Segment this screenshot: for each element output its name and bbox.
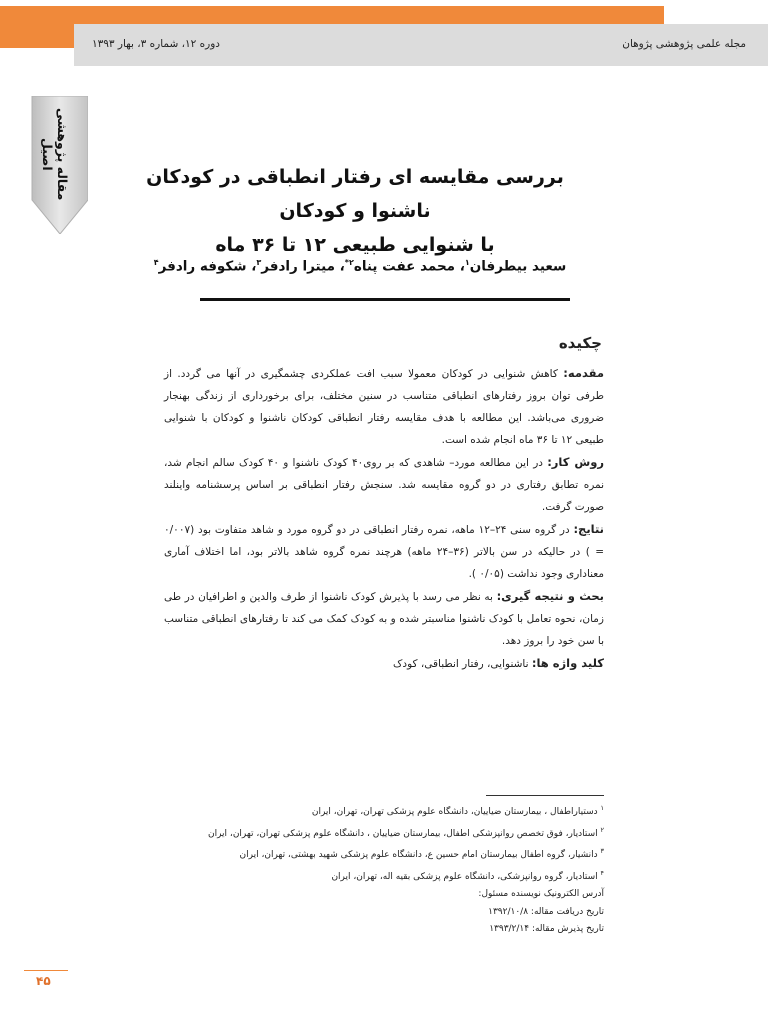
results-label: نتایج: — [573, 522, 604, 536]
article-type-tab — [30, 96, 88, 234]
title-line-1: بررسی مقایسه ای رفتار انطباقی در کودکان ناشنوا و کودکان — [146, 166, 564, 222]
author-separator: ، — [334, 258, 345, 275]
footnote-item — [180, 822, 604, 844]
abstract-body — [164, 362, 604, 652]
author-name: سعید بیطرفان — [469, 258, 567, 275]
abstract-method — [164, 451, 604, 518]
conclusion-text: به نظر می رسد با پذیرش کودک ناشنوا از طرف والدین و اطرافیان در طی زمان، نحوه تعامل با کودک ناشنوا مناسبتر شده و به کودک کمک می کند تا رفتارهای انطباقی متناسب با سن خود را بروز دهد. — [164, 591, 604, 647]
journal-name: مجله علمی پژوهشی پژوهان — [622, 38, 746, 50]
keywords-label: کلید واژه ها: — [531, 656, 604, 670]
keywords-text: ناشنوایی، رفتار انطباقی، کودک — [393, 658, 532, 670]
intro-text: کاهش شنوایی در کودکان معمولا سبب افت عملکردی چشمگیری در آنها می گردد. از طرفی توان بروز رفتارهای انطباقی متناسب در سنین مختلف، برای برخورداری از زندگی بهنجار ضروری می‌باشد. این مطالعه با هدف مقایسه رفتار انطباقی کودکان ناشنوا و کودکان با شنوایی طبیعی ۱۲ تا ۳۶ ماه انجام شده است. — [164, 368, 604, 446]
article-type-label: مقاله پژوهشی اصیل — [40, 107, 70, 201]
author-mark: ۱ — [464, 258, 470, 267]
received-date: تاریخ دریافت مقاله: ۱۳۹۲/۱۰/۸ — [488, 906, 604, 917]
footnote-item — [180, 843, 604, 865]
footnote-text: استادیار، گروه روانپزشکی، دانشگاه علوم پزشکی بقیه اله، تهران، ایران — [331, 871, 598, 882]
issue-info: دوره ۱۲، شماره ۳، بهار ۱۳۹۳ — [92, 38, 220, 50]
running-header — [74, 24, 768, 66]
footnote-item — [180, 800, 604, 822]
correspondence-email: آدرس الکترونیک نویسنده مسئول: — [478, 889, 604, 899]
method-text: در این مطالعه مورد– شاهدی که بر روی۴۰ کودک ناشنوا و ۴۰ کودک سالم انجام شد، نمره تطابق رفتاری در دو گروه مقایسه شد. سنجش رفتار انطباقی بر اساس پرسشنامه واینلند صورت گرفت. — [164, 457, 604, 513]
footnote-text: دستیاراطفال ، بیمارستان ضیاییان، دانشگاه علوم پزشکی تهران، تهران، ایران — [311, 807, 598, 817]
author-list — [150, 258, 570, 275]
author-mark: ۲* — [344, 258, 354, 267]
abstract-introduction — [164, 362, 604, 451]
footnote-number: ۲ — [600, 825, 604, 834]
author-mark: ۳ — [256, 258, 262, 267]
footnotes — [180, 800, 604, 939]
footnote-number: ۳ — [600, 847, 604, 855]
article-title — [130, 160, 580, 262]
author-separator: ، — [246, 258, 257, 275]
footnote-text: دانشیار، گروه اطفال بیمارستان امام حسین ع، دانشگاه علوم پزشکی شهید بهشتی، تهران، ایران — [239, 850, 598, 860]
author-mark: ۴ — [153, 258, 159, 267]
footnote-text: استادیار، فوق تخصص روانپزشکی اطفال، بیمارستان ضیاییان ، دانشگاه علوم پزشکی تهران، تهران، ایران — [207, 828, 598, 839]
footnote-item — [180, 865, 604, 887]
author-name: شکوفه رادفر — [158, 258, 247, 275]
abstract-heading: چکیده — [558, 334, 602, 352]
footnote-divider — [486, 795, 604, 796]
abstract-conclusion — [164, 585, 604, 652]
footnote-number: ۱ — [600, 804, 604, 812]
author-separator: ، — [455, 258, 465, 275]
title-divider — [200, 298, 570, 301]
author-name: محمد عفت پناه — [353, 258, 456, 275]
title-line-2: با شنوایی طبیعی ۱۲ تا ۳۶ ماه — [215, 234, 495, 256]
conclusion-label: بحث و نتیجه گیری: — [496, 589, 604, 603]
page-number-rule — [24, 970, 68, 971]
accepted-date: تاریخ پذیرش مقاله: ۱۳۹۳/۲/۱۴ — [489, 924, 604, 934]
footnote-number: ۴ — [600, 868, 604, 877]
keywords — [164, 656, 604, 670]
method-label: روش کار: — [547, 455, 604, 469]
results-text: در گروه سنی ۲۴–۱۲ ماهه، نمره رفتار انطباقی در دو گروه مورد و شاهد متفاوت بود (۰/۰۰۷ = ) در حالیکه در سن بالاتر (۳۶–۲۴ ماهه) هرچند نمره گروه شاهد بالاتر بود، اما اختلاف آماری معناداری وجود نداشت (۰/۰۵ ). — [164, 524, 604, 580]
intro-label: مقدمه: — [563, 366, 604, 380]
abstract-results — [164, 518, 604, 585]
page-number: ۴۵ — [36, 974, 51, 988]
author-name: میترا رادفر — [261, 258, 335, 275]
